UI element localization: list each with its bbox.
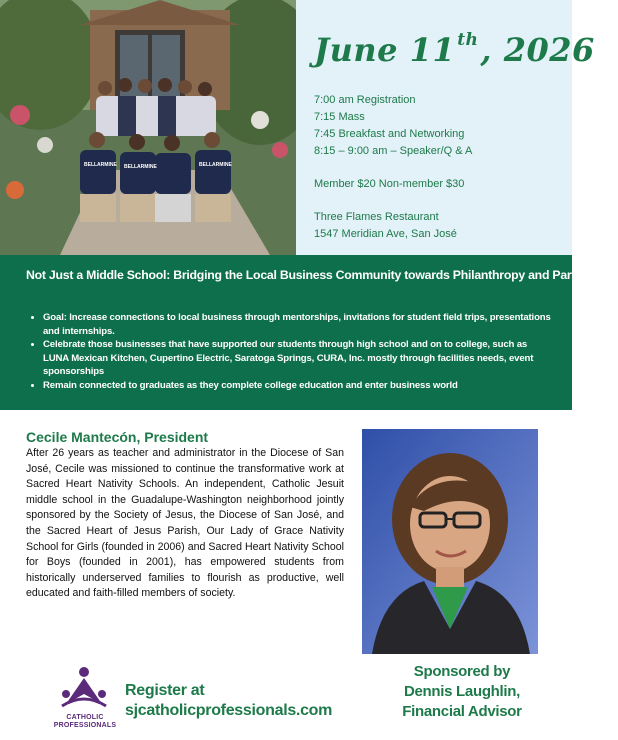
- header-section: [0, 0, 595, 255]
- venue-name: Three Flames Restaurant: [314, 211, 439, 223]
- shirt-text-3: BELLARMINE: [199, 162, 232, 168]
- register-label: Register at: [125, 682, 205, 699]
- sponsor-line-3: Financial Advisor: [402, 703, 522, 720]
- bullet-item: • Goal: Increase connections to local business through mentorships, invitations for student field trips, presentations and internships.: [43, 311, 553, 338]
- sponsor-line-1: Sponsored by: [413, 663, 511, 680]
- speaker-portrait-illustration: [362, 429, 538, 654]
- event-info-panel: [296, 0, 595, 255]
- schedule-item: 7:15 Mass: [314, 111, 365, 123]
- speaker-portrait: [362, 429, 538, 654]
- event-schedule: [314, 92, 564, 243]
- logo-text: [42, 714, 128, 730]
- bullet-item: • Remain connected to graduates as they complete college education and enter business world: [43, 379, 553, 393]
- spacer: [314, 193, 564, 209]
- register-url[interactable]: sjcatholicprofessionals.com: [125, 702, 333, 719]
- register-info: [125, 681, 332, 721]
- banner-title: Not Just a Middle School: Bridging the Local Business Community towards Philanthropy and Partnership: [26, 268, 618, 282]
- logo-line-2: PROFESSIONALS: [53, 722, 117, 729]
- spacer: [314, 160, 564, 176]
- group-photo: [0, 0, 296, 255]
- logo-mark-icon: [52, 664, 116, 714]
- date-suffix: th: [457, 30, 479, 50]
- shirt-text-1: BELLARMINE: [84, 162, 117, 168]
- speaker-bio: After 26 years as teacher and administrator in the Diocese of San José, Cecile was missioned to continue the transformative work at Sacred Heart Nativity Schools. An independent, Catholic Jesuit middle school in the Guadalupe-Washington neighborhood jointly sponsored by the Society of Jesus, the Diocese of San José, and the Sacred Heart of Jesus Parish, Our Lady of Grace Nativity School for Girls (founded in 2006) and Sacred Heart Nativity School for Boys (founded in 2001), has empowered students from historically underserved families to flourish as productive, well educated and faith-filled members of society.: [26, 447, 344, 600]
- pricing: Member $20 Non-member $30: [314, 178, 465, 190]
- program-banner: [0, 255, 618, 410]
- logo-line-1: CATHOLIC: [66, 714, 104, 721]
- schedule-item: 7:00 am Registration: [314, 94, 416, 106]
- banner-bullets: [30, 311, 553, 393]
- sponsor-line-2: Dennis Laughlin,: [403, 683, 521, 700]
- venue-address: 1547 Meridian Ave, San José: [314, 228, 457, 240]
- schedule-item: 7:45 Breakfast and Networking: [314, 128, 465, 140]
- sponsor-info: [388, 662, 536, 722]
- schedule-item: 8:15 – 9:00 am – Speaker/Q & A: [314, 145, 473, 157]
- speaker-name: Cecile Mantecón, President: [26, 429, 209, 445]
- date-main: June 11: [314, 31, 456, 69]
- event-date: [314, 30, 595, 69]
- date-year: , 2026: [480, 31, 595, 69]
- group-photo-illustration: [0, 0, 296, 255]
- bullet-item: • Celebrate those businesses that have supported our students through high school and on to college, such as LUNA Mexican Kitchen, Cupertino Electric, Saratoga Springs, CURA, Inc. mostly through facilities needs, event sponsorships: [43, 338, 553, 379]
- shirt-text-2: BELLARMINE: [124, 164, 157, 170]
